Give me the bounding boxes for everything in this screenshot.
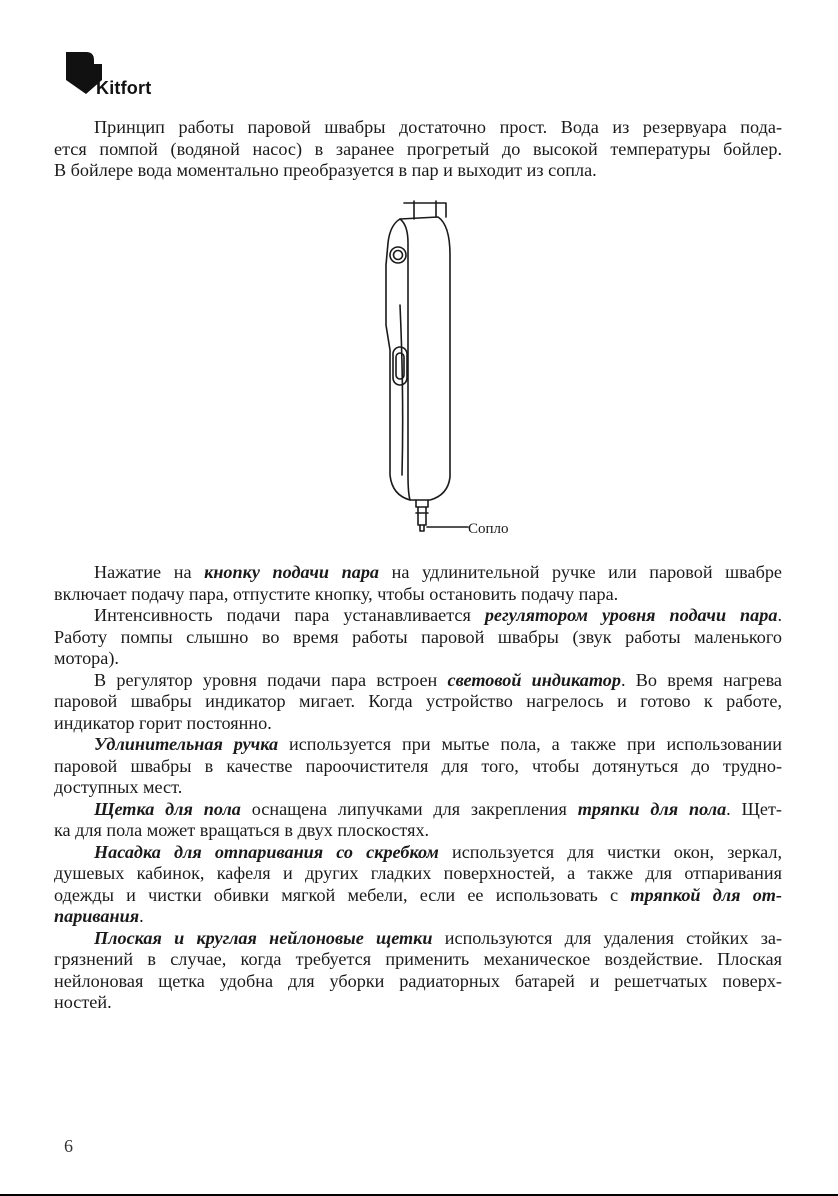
logo-text: Kitfort [96,78,152,98]
body-paragraph [54,605,782,670]
body-line: грязнений в случае, когда требуется применить механическое воздействие. Плоская [54,949,782,969]
body-paragraph [54,842,782,928]
body-line: мотора). [54,648,119,668]
body-line: нейлоновая щетка удобна для уборки радиаторных батарей и решетчатых поверх- [54,970,782,991]
body-paragraph [54,734,782,799]
body-line: доступных мест. [54,777,183,797]
body-line: Нажатие на кнопку подачи пара на удлинительной ручке или паровой швабре [94,562,782,582]
body-line: Плоская и круглая нейлоновые щетки используются для удаления стойких за- [94,927,783,948]
body-line: паривания. [54,906,144,926]
emphasized-term: Насадка для отпаривания со скребком [94,841,439,862]
body-line: паровой швабры в качестве пароочистителя для того, чтобы дотянуться до трудно- [54,755,782,776]
body-line: Насадка для отпаривания со скребком используется для чистки окон, зеркал, [94,841,782,862]
body-line: паровой швабры индикатор мигает. Когда устройство нагрелось и готово к работе, [54,691,782,711]
body-line: ностей. [54,992,112,1012]
intro-line: В бойлере вода моментально преобразуется в пар и выходит из сопла. [54,160,597,180]
body-paragraph [54,799,782,842]
body-line: В регулятор уровня подачи пара встроен световой индикатор. Во время нагрева [94,669,782,690]
emphasized-term: Удлинительная ручка [94,734,279,754]
body-line: включает подачу пара, отпустите кнопку, чтобы остановить подачу пара. [54,583,619,604]
body-line: ка для пола может вращаться в двух плоскостях. [54,820,430,840]
emphasized-term: тряпки для пола [577,798,727,819]
intro-paragraph [54,117,782,182]
body-line: Щетка для пола оснащена липучками для закрепления тряпки для пола. Щет- [94,798,782,819]
emphasized-term: паривания [54,906,140,926]
body-line: Удлинительная ручка используется при мытье пола, а также при использовании [94,734,782,754]
body-paragraph [54,928,782,1014]
emphasized-term: Щетка для пола [94,798,241,819]
body-line: индикатор горит постоянно. [54,712,272,733]
intro-line: ется помпой (водяной насос) в заранее прогретый до высокой температуры бойлер. [54,138,782,159]
emphasized-term: кнопку подачи пара [204,562,380,582]
steam-handle-drawing-icon [380,195,530,540]
body-line: Интенсивность подачи пара устанавливается регулятором уровня подачи пара. [94,605,782,625]
body-paragraph [54,562,782,605]
intro-line: Принцип работы паровой швабры достаточно прост. Вода из резервуара пода- [94,117,782,137]
emphasized-term: регулятором уровня подачи пара [484,605,778,625]
page-number: 6 [64,1136,73,1156]
body-line: одежды и чистки обивки мягкой мебели, если ее использовать с тряпкой для от- [54,884,782,905]
body-line: душевых кабинок, кафеля и других гладких поверхностей, а также для отпаривания [54,863,782,883]
nozzle-callout-label: Сопло [468,521,509,537]
body-paragraph [54,670,782,735]
body-line: Работу помпы слышно во время работы паровой швабры (звук работы маленького [54,626,782,647]
emphasized-term: световой индикатор [447,669,621,690]
emphasized-term: Плоская и круглая нейлоновые щетки [94,927,433,948]
steam-handle-figure [380,195,530,540]
emphasized-term: тряпкой для от- [630,884,782,905]
